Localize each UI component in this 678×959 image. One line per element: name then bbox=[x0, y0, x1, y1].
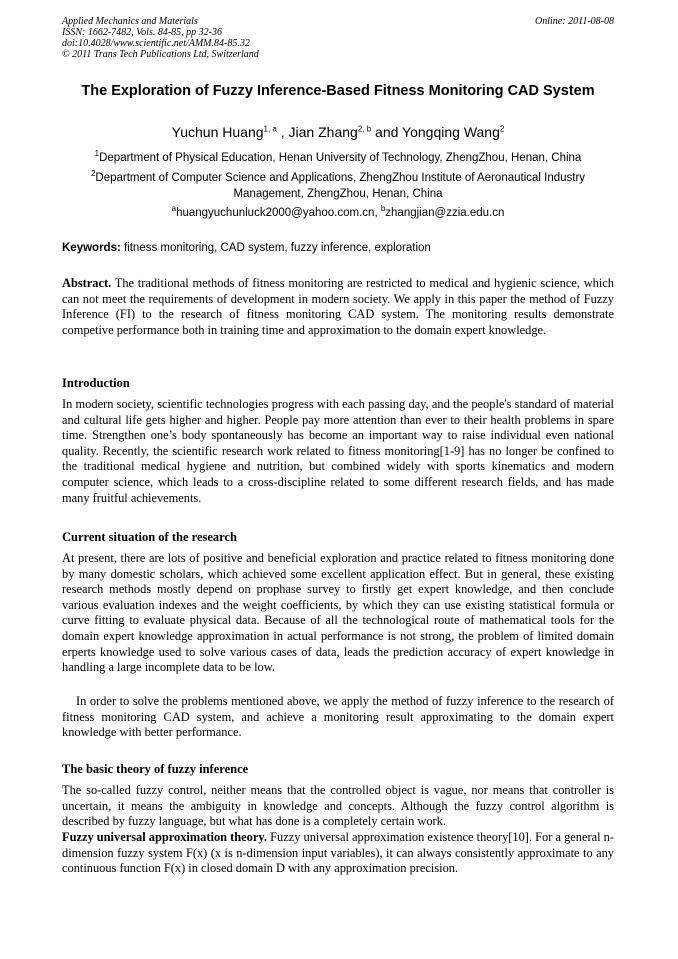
current-situation-paragraph-2: In order to solve the problems mentioned above, we apply the method of fuzzy inference to the research of fitness monitoring CAD system, and achieve a monitoring result approximating to the domain expert knowledge with better performance. bbox=[62, 694, 614, 740]
paper-title: The Exploration of Fuzzy Inference-Based Fitness Monitoring CAD System bbox=[81, 83, 595, 99]
email-link[interactable]: zhangjian@zzia.edu.cn bbox=[385, 207, 505, 219]
email-sup: a bbox=[171, 204, 177, 214]
basic-theory-paragraph-1: The so-called fuzzy control, neither means that the controlled object is vague, nor means that controller is uncertain, it means the ambiguity in knowledge and concepts. Although the fuzzy control algorithm is described by fuzzy language, but what has done is a completely certain work. bbox=[62, 783, 614, 829]
basic-theory-paragraph-2 bbox=[62, 830, 614, 877]
keywords bbox=[62, 241, 614, 256]
author-emails bbox=[62, 205, 614, 221]
abstract bbox=[62, 276, 614, 338]
affiliation-sup: 2 bbox=[90, 169, 96, 179]
journal-header bbox=[62, 16, 259, 60]
keywords-label: Keywords: bbox=[62, 242, 121, 254]
author-sup: 1, a bbox=[263, 124, 277, 134]
author-name: Yongqing Wang bbox=[402, 124, 500, 140]
author-sup: 2 bbox=[499, 124, 505, 134]
affiliation-sup: 1 bbox=[94, 149, 100, 159]
affiliation-2 bbox=[62, 170, 614, 202]
affiliation-text: Department of Computer Science and Applications, ZhengZhou Institute of Aeronautical Industry Management, ZhengZhou, Henan, China bbox=[95, 172, 586, 200]
doi-line: doi:10.4028/www.scientific.net/AMM.84-85.32 bbox=[62, 38, 250, 49]
affiliation-text: Department of Physical Education, Henan University of Technology, ZhengZhou, Henan, China bbox=[99, 152, 582, 164]
current-situation-paragraph-1: At present, there are lots of positive and beneficial exploration and practice related to fitness monitoring done by many domestic scholars, which achieved some excellent application effect. But in general, these existing research methods mostly depend on prophase survey to firstly get expert knowledge, and then conclude various evaluation indexes and the weight coefficients, by which they can use existing statistical formula or curve fitting to evaluate physical data. Because of all the technological route of mathematical tools for the domain expert knowledge approximation in actual performance is not strong, the problem of limited domain erperts knowledge used to solve various cases of data, leads the prediction accuracy of expert knowledge in handling a large incomplete data to be low. bbox=[62, 551, 614, 675]
affiliation-1 bbox=[62, 150, 614, 166]
email-link[interactable]: huangyuchunluck2000@yahoo.com.cn bbox=[176, 207, 375, 219]
copyright-line: © 2011 Trans Tech Publications Ltd, Switzerland bbox=[62, 49, 259, 60]
author-separator: , bbox=[276, 124, 289, 140]
author-list bbox=[62, 123, 614, 141]
email-separator: , bbox=[374, 207, 381, 219]
online-date: Online: 2011-08-08 bbox=[535, 16, 614, 27]
abstract-label: Abstract. bbox=[62, 276, 112, 290]
theorem-text: Fuzzy universal approximation existence theory[10]. For a general n-dimension fuzzy system F(x) (x is n-dimension input variables), it can always consistently approximate to any continuous function F(x) in closed domain D with any approximation precision. bbox=[62, 830, 615, 876]
abstract-text: The traditional methods of fitness monitoring are restricted to medical and hygienic science, which can not meet the requirements of development in modern society. We apply in this paper the method of Fuzzy Inference (FI) to the research of fitness monitoring CAD system. The monitoring results demonstrate competive performance both in training time and approximation to the domain expert knowledge. bbox=[62, 276, 614, 337]
section-heading-current-situation: Current situation of the research bbox=[62, 530, 237, 544]
author-name: Jian Zhang bbox=[288, 124, 358, 140]
issn-line: ISSN: 1662-7482, Vols. 84-85, pp 32-36 bbox=[62, 27, 222, 38]
section-heading-basic-theory: The basic theory of fuzzy inference bbox=[62, 762, 249, 776]
theorem-label: Fuzzy universal approximation theory. bbox=[62, 830, 267, 844]
author-separator: and bbox=[371, 124, 403, 140]
journal-name: Applied Mechanics and Materials bbox=[62, 16, 198, 27]
section-heading-introduction: Introduction bbox=[62, 376, 130, 390]
author-name: Yuchun Huang bbox=[171, 124, 264, 140]
keywords-text: fitness monitoring, CAD system, fuzzy inference, exploration bbox=[120, 242, 431, 254]
introduction-paragraph: In modern society, scientific technologies progress with each passing day, and the people's standard of material and cultural life gets higher and higher. People pay more attention than ever to their health problems in spare time. Strengthen one’s body spontaneously has become an important way to raise individual even national quality. Recently, the scientific research work related to fitness monitoring[1-9] has no longer be confined to the traditional medical hygiene and nutrition, but combined widely with sports kinematics and modern computer science, which leads to a cross-discipline related to some different research fields, and has made many fruitful achievements. bbox=[62, 397, 614, 505]
author-sup: 2, b bbox=[357, 124, 372, 134]
email-sup: b bbox=[380, 204, 386, 214]
